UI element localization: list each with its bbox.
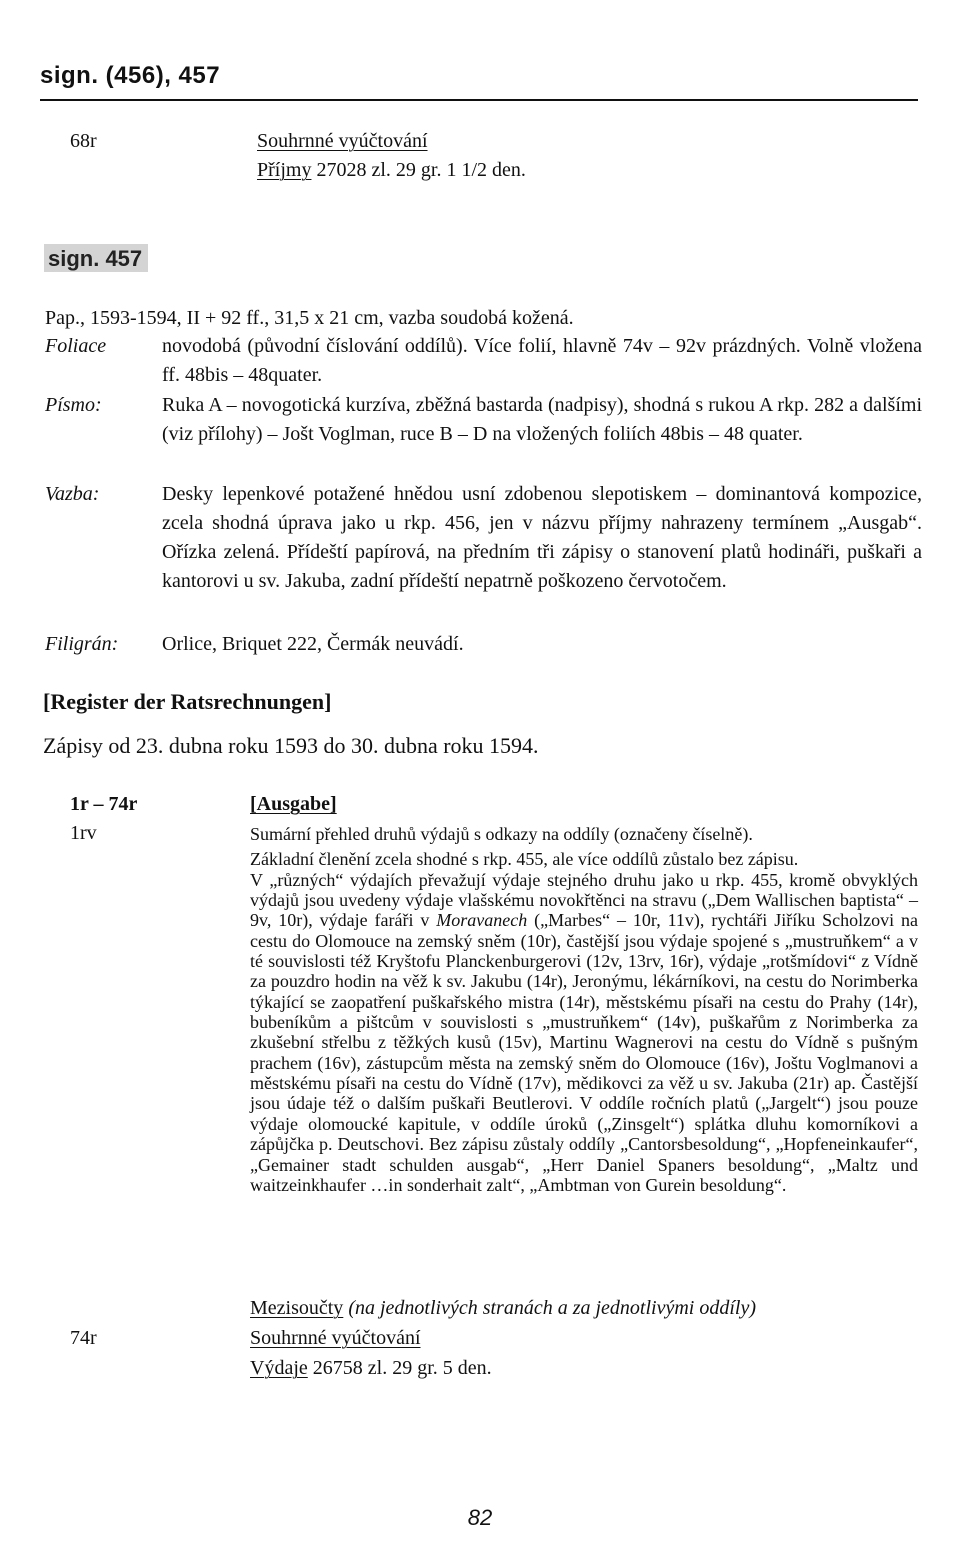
subtotals-label: Mezisoučty: [250, 1297, 344, 1319]
final-folio: 74r: [70, 1327, 97, 1349]
field-label: Foliace: [45, 335, 107, 357]
field-label: Vazba:: [45, 483, 100, 505]
field-label: Písmo:: [45, 394, 102, 416]
final-heading: Souhrnné vyúčtování: [250, 1327, 421, 1349]
range-label: 1r – 74r: [70, 793, 138, 815]
desc-paragraph-1: Základní členění zcela shodné s rkp. 455, ale více oddílů zůstalo bez zápisu.: [250, 849, 799, 870]
desc-paragraph-2: [250, 870, 918, 1196]
subtotals-line: [250, 1296, 756, 1320]
field-value: Ruka A – novogotická kurzíva, zběžná bastarda (nadpisy), shodná s rukou A rkp. 282 a dalšími (viz přílohy) – Jošt Voglman, ruce B – D na vložených foliích 48bis – 48 quater.: [162, 394, 922, 445]
expense-label: Výdaje: [250, 1357, 308, 1379]
field-value: Orlice, Briquet 222, Čermák neuvádí.: [162, 633, 464, 655]
field-label: Filigrán:: [45, 633, 119, 655]
prev-heading: Souhrnné vyúčtování: [257, 130, 428, 152]
expense-line: [250, 1356, 492, 1380]
page-number: 82: [467, 1505, 493, 1530]
records-note: Zápisy od 23. dubna roku 1593 do 30. dubna roku 1594.: [43, 733, 539, 758]
contents-description: [250, 824, 918, 1195]
page-header-title: sign. (456), 457: [40, 62, 221, 89]
header-rule: [40, 99, 918, 101]
prev-income-line: [257, 158, 526, 182]
field-pismo: [45, 391, 925, 478]
prev-income-label: Příjmy: [257, 159, 312, 181]
desc-p2-italic: Moravanech: [436, 910, 528, 931]
expense-value: 26758 zl. 29 gr. 5 den.: [312, 1357, 492, 1379]
desc-p2-part-b: („Marbes“ – 10r, 11v), rychtáři Jiříku Scholzovi na cestu do Olomouce na zemský sněm (10r), častější jsou výdaje spojené s „mustruňkem“ a v té souvislosti též Kryštofu Planckenburgerovi (12v, 13rv, 16r), výdaje „rotšmídovi“ z Vídně za pouzdro hodin na věž k sv. Jakubu (14r), Jeronýmu, lékárníkovi, na cestu do Norimberka týkající se zaopatření puškařského mistra (14r), městskému písaři na cestu do Prahy (14r), bubeníkům a pištcům v souvislosti s „mustruňkem“ (14v), puškařům z Norimberka za zkušební střelbu z těžkých kusů (15v), Martinu Wagnerovi na cestu do Vídně s pušným prachem (16v), zástupcům města na zemský sněm do Olomouce (16v), Joštu Voglmanovi a městskému písaři na cestu do Vídně (17v), mědikovci za věž u sv. Jakuba (21r) ap. Častější jsou údaje též o dalším puškaři Beutlerovi. V oddíle ročních platů („Jargelt“) jsou pouze výdaje olomoucké kapitule, v oddíle úroků („Zinsgelt“) splátka dluhu komorníkovi a zápůjčka p. Deutschovi. Bez zápisu zůstaly oddíly „Cantorsbesoldung“, „Hopfeneinkaufer“, „Gemainer stadt schulden ausgab“, „Herr Daniel Spaners besoldung“, „Maltz und waitzeinkhaufer …in sonderhait zalt“, „Ambtman von Gurein besoldung“.: [250, 910, 918, 1195]
desc-p2-part-a: V „různých“ výdajích převažují výdaje stejného druhu jako u rkp. 455, kromě obvyklých výdajů jsou uvedeny výdaje vlašskému novokřtěnci na stravu („Dem Wallischen baptista“ – 9v, 10r), výdaje faráři v: [250, 869, 918, 931]
desc-summary-line: Sumární přehled druhů výdajů s odkazy na oddíly (označeny číselně).: [250, 824, 753, 844]
prev-folio: 68r: [70, 130, 97, 152]
section-heading: [Register der Ratsrechnungen]: [43, 689, 332, 714]
field-value: Desky lepenkové potažené hnědou usní zdobenou slepotiskem – dominantová kompozice, zcela shodná úprava jako u rkp. 456, jen v názvu příjmy nahrazeny termínem „Ausgab“. Ořízka zelená. Přídeští papírová, na předním tři zápisy o stanovení platů hodináři, puškaři a kantorovi u sv. Jakuba, zadní přídeští nepatrně poškozeno červotočem.: [162, 483, 922, 592]
range-heading: [Ausgabe]: [250, 793, 337, 815]
field-vazba: [45, 480, 925, 625]
sub-folio-label: 1rv: [70, 822, 97, 844]
field-foliace: [45, 332, 925, 390]
prev-income-value: 27028 zl. 29 gr. 1 1/2 den.: [316, 159, 526, 181]
field-filigran: [45, 630, 925, 659]
subtotals-note: (na jednotlivých stranách a za jednotlivými oddíly): [348, 1297, 756, 1319]
field-value: novodobá (původní číslování oddílů). Více folií, hlavně 74v – 92v prázdných. Volně vložena ff. 48bis – 48quater.: [162, 335, 922, 386]
physical-description: Pap., 1593-1594, II + 92 ff., 31,5 x 21 cm, vazba soudobá kožená.: [45, 307, 574, 329]
signature-badge: sign. 457: [44, 244, 148, 272]
